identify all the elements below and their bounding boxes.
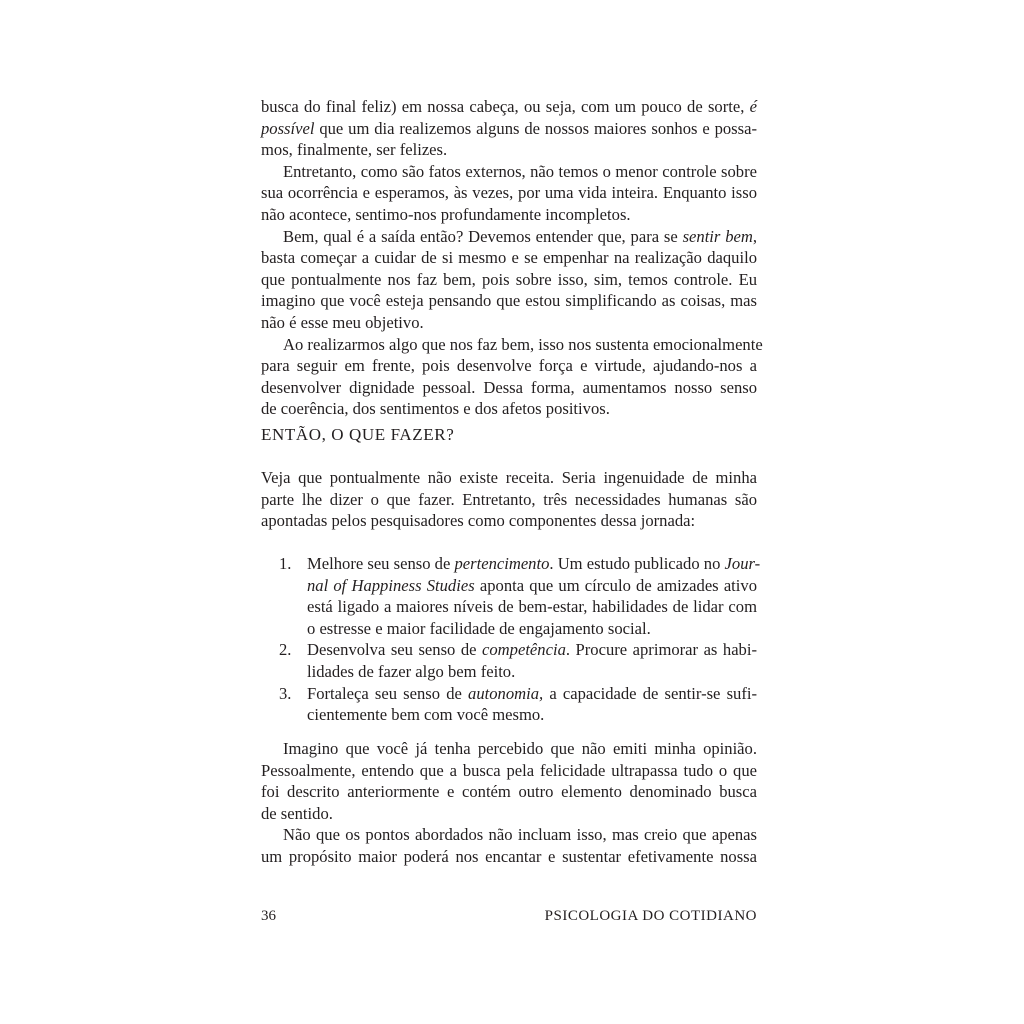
- text-line: Melhore seu senso de pertencimento. Um estudo publicado no Jour-: [307, 554, 761, 573]
- list-item: [279, 683, 757, 726]
- paragraph: [261, 161, 757, 226]
- list-item: [279, 639, 757, 682]
- text-line: não é esse meu objetivo.: [261, 312, 424, 332]
- text-line: imagino que você esteja pensando que estou simplificando as coisas, mas: [261, 291, 757, 311]
- text-line: Entretanto, como são fatos externos, não temos o menor controle sobre: [283, 161, 757, 181]
- text-line: possível que um dia realizemos alguns de nossos maiores sonhos e possa-: [261, 118, 757, 138]
- text-line: lidades de fazer algo bem feito.: [307, 661, 516, 681]
- body-text-top: [261, 96, 763, 420]
- paragraph: [261, 226, 757, 334]
- list-number: 2.: [279, 640, 292, 660]
- text-line: Desenvolva seu senso de competência. Procure aprimorar as habi-: [307, 640, 757, 660]
- text-line: não acontece, sentimo-nos profundamente incompletos.: [261, 204, 631, 224]
- text-line: mos, finalmente, ser felizes.: [261, 140, 448, 160]
- intro-paragraph: [261, 467, 757, 532]
- text-line: foi descrito anteriormente e contém outro elemento denominado busca: [261, 782, 757, 802]
- text-line: Não que os pontos abordados não incluam isso, mas creio que apenas: [283, 825, 757, 845]
- text-line: para seguir em frente, pois desenvolve força e virtude, ajudando-nos a: [261, 356, 757, 376]
- list-number: 1.: [279, 554, 292, 573]
- text-line: Imagino que você já tenha percebido que não emiti minha opinião.: [283, 739, 757, 758]
- body-text-bottom: [261, 738, 757, 868]
- list-number: 3.: [279, 683, 292, 703]
- text-line: Pessoalmente, entendo que a busca pela felicidade ultrapassa tudo o que: [261, 760, 757, 780]
- running-title: PSICOLOGIA DO COTIDIANO: [544, 908, 757, 924]
- text-line: o estresse e maior facilidade de engajamento social.: [307, 618, 651, 638]
- text-line: Bem, qual é a saída então? Devemos entender que, para se sentir bem,: [283, 226, 758, 246]
- text-line: apontadas pelos pesquisadores como componentes dessa jornada:: [261, 511, 696, 531]
- text-line: cientemente bem com você mesmo.: [307, 705, 545, 725]
- text-line: de coerência, dos sentimentos e dos afetos positivos.: [261, 399, 610, 419]
- text-line: de sentido.: [261, 803, 333, 823]
- text-line: que pontualmente nos faz bem, pois sobre isso, sim, temos controle. Eu: [261, 269, 757, 289]
- paragraph: [261, 334, 763, 420]
- paragraph: [261, 738, 757, 824]
- text-line: Fortaleça seu senso de autonomia, a capacidade de sentir-se sufi-: [307, 683, 757, 703]
- text-line: parte lhe dizer o que fazer. Entretanto, três necessidades humanas são: [261, 489, 757, 509]
- text-line: desenvolver dignidade pessoal. Dessa forma, aumentamos nosso senso: [261, 377, 757, 397]
- text-line: busca do final feliz) em nossa cabeça, ou seja, com um pouco de sorte, é: [261, 97, 757, 116]
- text-line: Veja que pontualmente não existe receita. Seria ingenuidade de minha: [261, 468, 757, 487]
- page-number: 36: [261, 908, 276, 924]
- text-line: nal of Happiness Studies aponta que um círculo de amizades ativo: [307, 575, 758, 595]
- text-line: basta começar a cuidar de si mesmo e se empenhar na realização daquilo: [261, 248, 757, 268]
- paragraph: [261, 824, 757, 867]
- text-line: está ligado a maiores níveis de bem-estar, habilidades de lidar com: [307, 597, 757, 617]
- numbered-list: [279, 553, 761, 726]
- section-heading: ENTÃO, O QUE FAZER?: [261, 425, 455, 444]
- text-line: um propósito maior poderá nos encantar e sustentar efetivamente nossa: [261, 846, 757, 866]
- paragraph: [261, 96, 757, 161]
- text-line: Ao realizarmos algo que nos faz bem, isso nos sustenta emocionalmente: [283, 334, 763, 354]
- list-item: [279, 553, 761, 639]
- text-line: sua ocorrência e esperamos, às vezes, por uma vida inteira. Enquanto isso: [261, 183, 757, 203]
